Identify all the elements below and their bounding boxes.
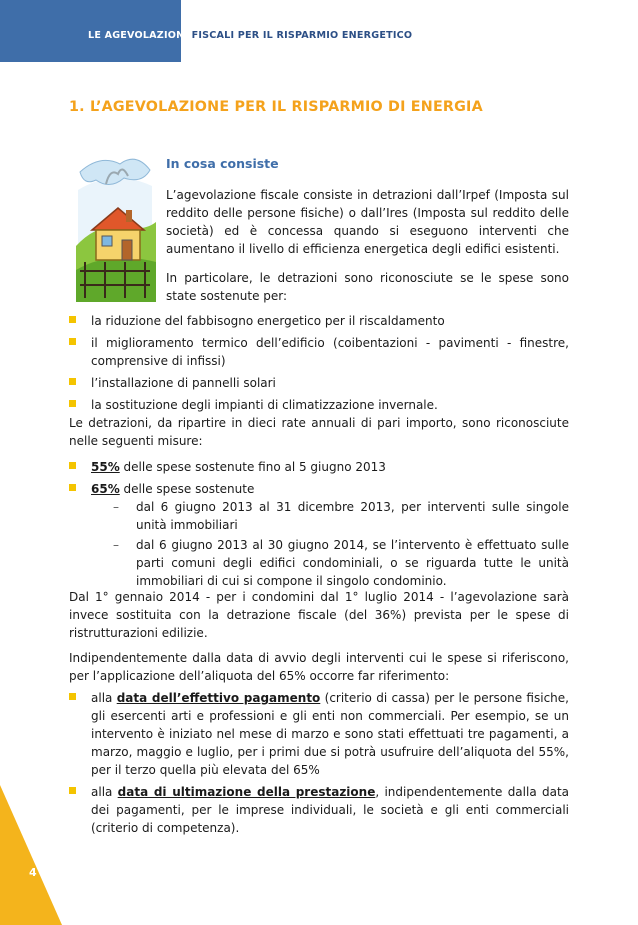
house-illustration (70, 150, 158, 302)
conditions-paragraph: In particolare, le detrazioni sono riconosciute se le spese sono state sostenute per: (166, 271, 569, 303)
dash-marker: – (113, 500, 119, 514)
list-item (69, 374, 569, 392)
list-item (69, 334, 569, 370)
criteria-prefix: alla (91, 691, 117, 705)
intro-paragraph: L’agevolazione fiscale consiste in detrazioni dall’Irpef (Imposta sul reddito delle persone fisiche) o dall’Ires (Imposta sul reddito delle società) ed è concessa quando si eseguono interventi che aumentano il livello di efficienza energetica degli edifici esistenti. (166, 188, 569, 256)
criteria-prefix: alla (91, 785, 118, 799)
criteria-key-term: data dell’effettivo pagamento (116, 691, 321, 705)
bullet-square-icon (69, 338, 76, 345)
corner-triangle (0, 785, 62, 925)
measure-percentage: 55% (91, 460, 120, 474)
measures-list (69, 458, 569, 590)
bullet-square-icon (69, 693, 76, 700)
criteria-text: , indipendentemente dalla data dei pagamenti, per le imprese individuali, le società e gli enti commerciali (criterio di competenza). (91, 785, 570, 835)
page-number: 4 (29, 866, 37, 879)
bullet-square-icon (69, 484, 76, 491)
bullet-square-icon (69, 316, 76, 323)
list-item-text: la sostituzione degli impianti di climatizzazione invernale. (91, 398, 438, 412)
criteria-key-term: data di ultimazione della prestazione (117, 785, 376, 799)
sublist-item (91, 536, 569, 590)
list-item (69, 458, 569, 476)
transition-paragraph: Dal 1° gennaio 2014 - per i condomini dal 1° luglio 2014 - l’agevolazione sarà invece sostituita con la detrazione fiscale (del 36%) prevista per le spese di ristrutturazioni edilizie. (69, 590, 569, 640)
measure-percentage: 65% (91, 482, 120, 496)
measures-paragraph: Le detrazioni, da ripartire in dieci rate annuali di pari importo, sono riconosciute nelle seguenti misure: (69, 416, 569, 448)
bullet-square-icon (69, 787, 76, 794)
list-item-text: il miglioramento termico dell’edificio (coibentazioni - pavimenti - finestre, comprensive di infissi) (91, 336, 569, 368)
list-item (69, 689, 569, 779)
bullet-square-icon (69, 378, 76, 385)
list-item-text: la riduzione del fabbisogno energetico per il riscaldamento (91, 314, 445, 328)
bullet-square-icon (69, 462, 76, 469)
dash-marker: – (113, 538, 119, 552)
measure-text: delle spese sostenute (119, 482, 255, 496)
interventions-list (69, 312, 569, 414)
list-item (69, 396, 569, 414)
criteria-text: (criterio di cassa) per le persone fisiche, gli esercenti arti e professioni e gli enti non commerciali. Per esempio, se un intervento è iniziato nel mese di marzo e sono stati effettuati tre pagamenti, a marzo, maggio e luglio, per i primi due si potrà usufruire dell’aliquota del 55%, per il terzo quella più elevata del 65% (91, 691, 569, 777)
list-item (69, 783, 569, 837)
section-title: 1. L’AGEVOLAZIONE PER IL RISPARMIO DI ENERGIA (69, 99, 483, 115)
list-item (69, 480, 569, 590)
sublist-item-text: dal 6 giugno 2013 al 31 dicembre 2013, per interventi sulle singole unità immobiliari (136, 500, 569, 532)
measures-sublist (91, 498, 569, 590)
measure-text: delle spese sostenute fino al 5 giugno 2013 (119, 460, 386, 474)
running-header-part2: FISCALI PER IL RISPARMIO ENERGETICO (188, 30, 413, 41)
criteria-paragraph: Indipendentemente dalla data di avvio degli interventi cui le spese si riferiscono, per l’applicazione dell’aliquota del 65% occorre far riferimento: (69, 651, 569, 683)
bullet-square-icon (69, 400, 76, 407)
sublist-item (91, 498, 569, 534)
sublist-item-text: dal 6 giugno 2013 al 30 giugno 2014, se l’intervento è effettuato sulle parti comuni degli edifici condominiali, o se riguarda tutte le unità immobiliari di cui si compone il singolo condominio. (136, 538, 569, 588)
criteria-list (69, 689, 569, 837)
running-header (88, 30, 412, 41)
list-item (69, 312, 569, 330)
subsection-title: In cosa consiste (166, 156, 279, 171)
running-header-part1: LE AGEVOLAZIONI (88, 30, 189, 41)
list-item-text: l’installazione di pannelli solari (91, 376, 276, 390)
